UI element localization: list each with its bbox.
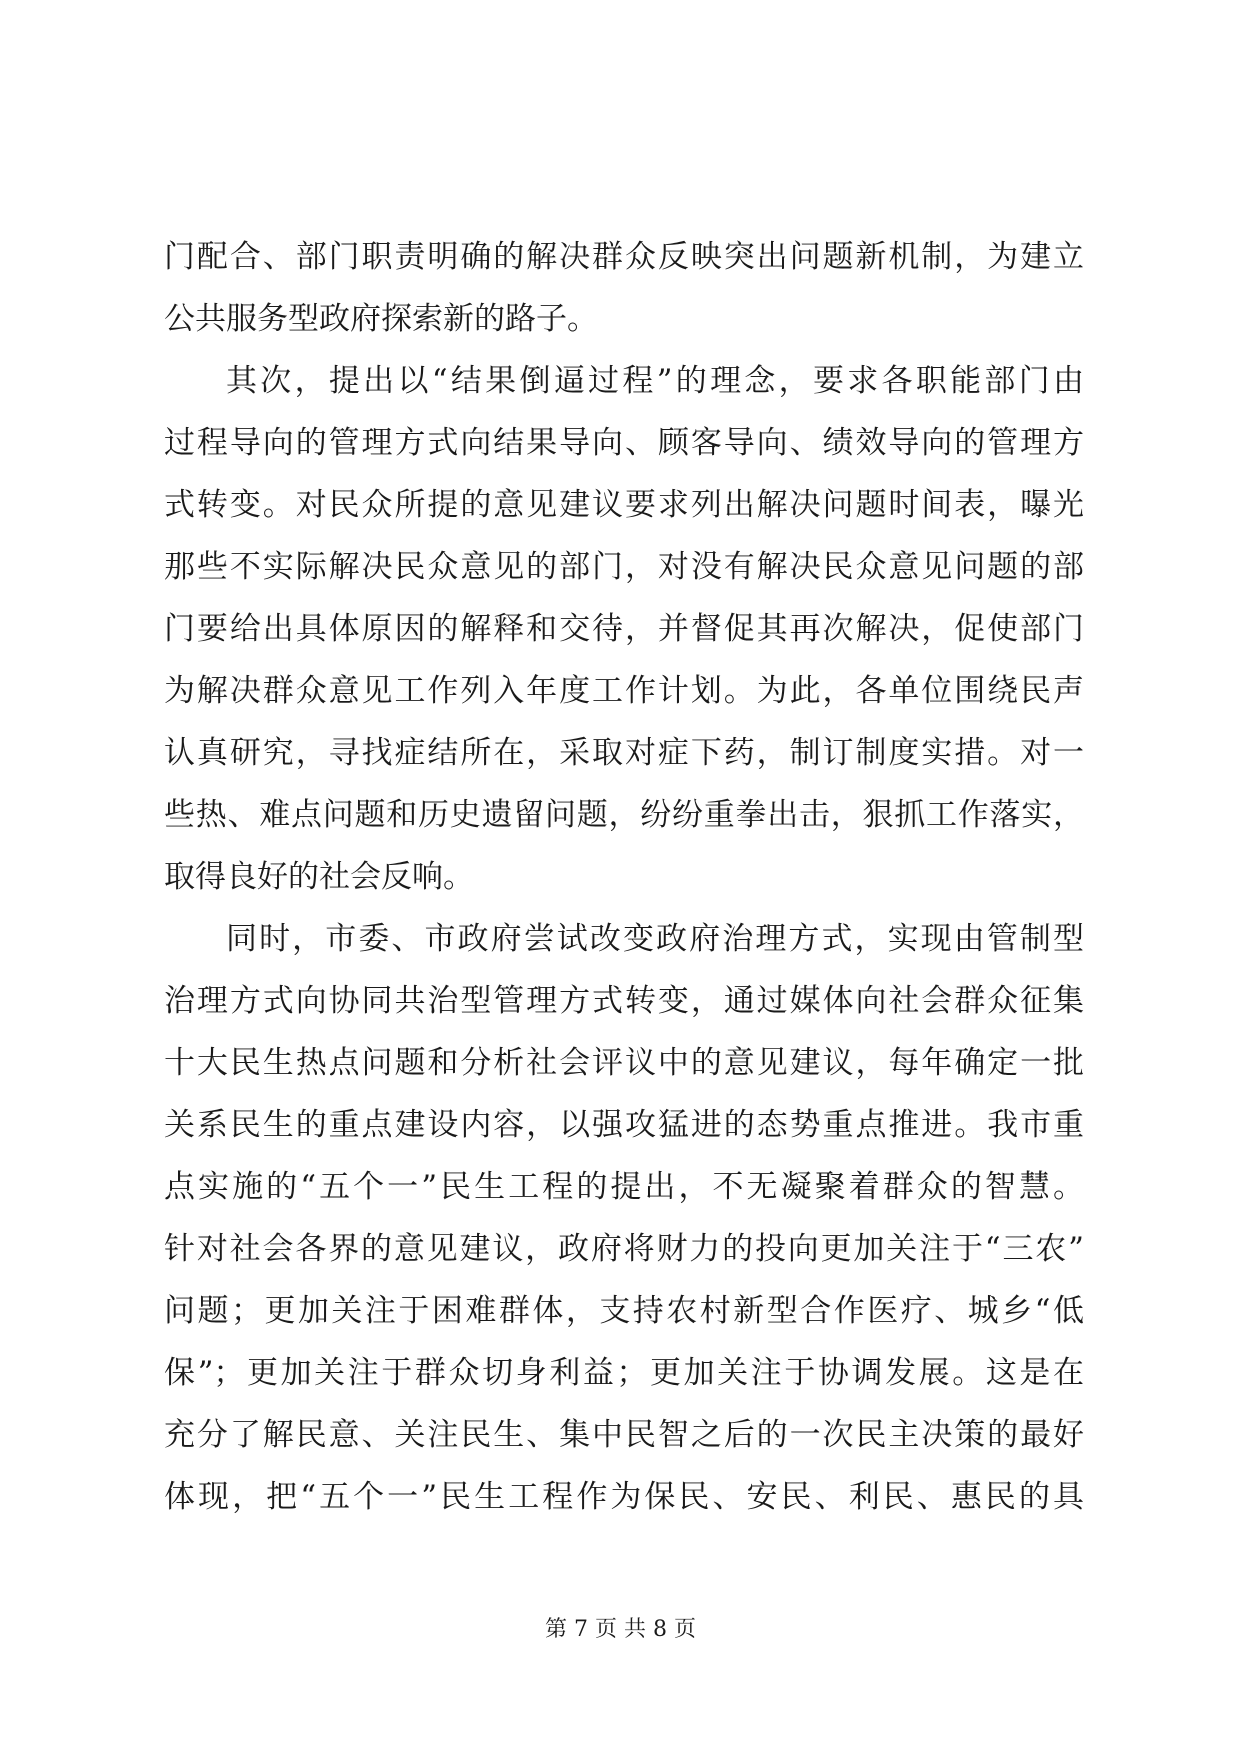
- paragraph: [164, 908, 1084, 1528]
- text-line: 体现，把“五个一”民生工程作为保民、安民、利民、惠民的具: [164, 1479, 1084, 1515]
- text-line: 治理方式向协同共治型管理方式转变，通过媒体向社会群众征集: [164, 983, 1084, 1019]
- text-line: 充分了解民意、关注民生、集中民智之后的一次民主决策的最好: [164, 1417, 1084, 1453]
- text-line: 关系民生的重点建设内容，以强攻猛进的态势重点推进。我市重: [164, 1107, 1084, 1143]
- body-text: [164, 226, 1084, 1528]
- text-line: 公共服务型政府探索新的路子。: [164, 301, 598, 337]
- text-line: 问题；更加关注于困难群体，支持农村新型合作医疗、城乡“低: [164, 1293, 1084, 1329]
- text-line: 门配合、部门职责明确的解决群众反映突出问题新机制，为建立: [164, 239, 1084, 275]
- text-line: 同时，市委、市政府尝试改变政府治理方式，实现由管制型: [226, 921, 1084, 957]
- text-line: 针对社会各界的意见建议，政府将财力的投向更加关注于“三农”: [164, 1231, 1084, 1267]
- text-line: 十大民生热点问题和分析社会评议中的意见建议，每年确定一批: [164, 1045, 1084, 1081]
- text-line: 门要给出具体原因的解释和交待，并督促其再次解决，促使部门: [164, 611, 1084, 647]
- paragraph: [164, 226, 1084, 350]
- text-line: 过程导向的管理方式向结果导向、顾客导向、绩效导向的管理方: [164, 425, 1084, 461]
- text-line: 点实施的“五个一”民生工程的提出，不无凝聚着群众的智慧。: [164, 1169, 1084, 1205]
- text-line: 些热、难点问题和历史遗留问题，纷纷重拳出击，狠抓工作落实，: [164, 797, 1084, 833]
- text-line: 其次，提出以“结果倒逼过程”的理念，要求各职能部门由: [226, 363, 1084, 399]
- text-line: 为解决群众意见工作列入年度工作计划。为此，各单位围绕民声: [164, 673, 1084, 709]
- text-line: 认真研究，寻找症结所在，采取对症下药，制订制度实措。对一: [164, 735, 1084, 771]
- page-footer: 第 7 页 共 8 页: [545, 1617, 696, 1642]
- text-line: 那些不实际解决民众意见的部门，对没有解决民众意见问题的部: [164, 549, 1084, 585]
- paragraph: [164, 350, 1084, 908]
- text-line: 式转变。对民众所提的意见建议要求列出解决问题时间表，曝光: [164, 487, 1084, 523]
- text-line: 保”；更加关注于群众切身利益；更加关注于协调发展。这是在: [164, 1355, 1084, 1391]
- text-line: 取得良好的社会反响。: [164, 859, 474, 895]
